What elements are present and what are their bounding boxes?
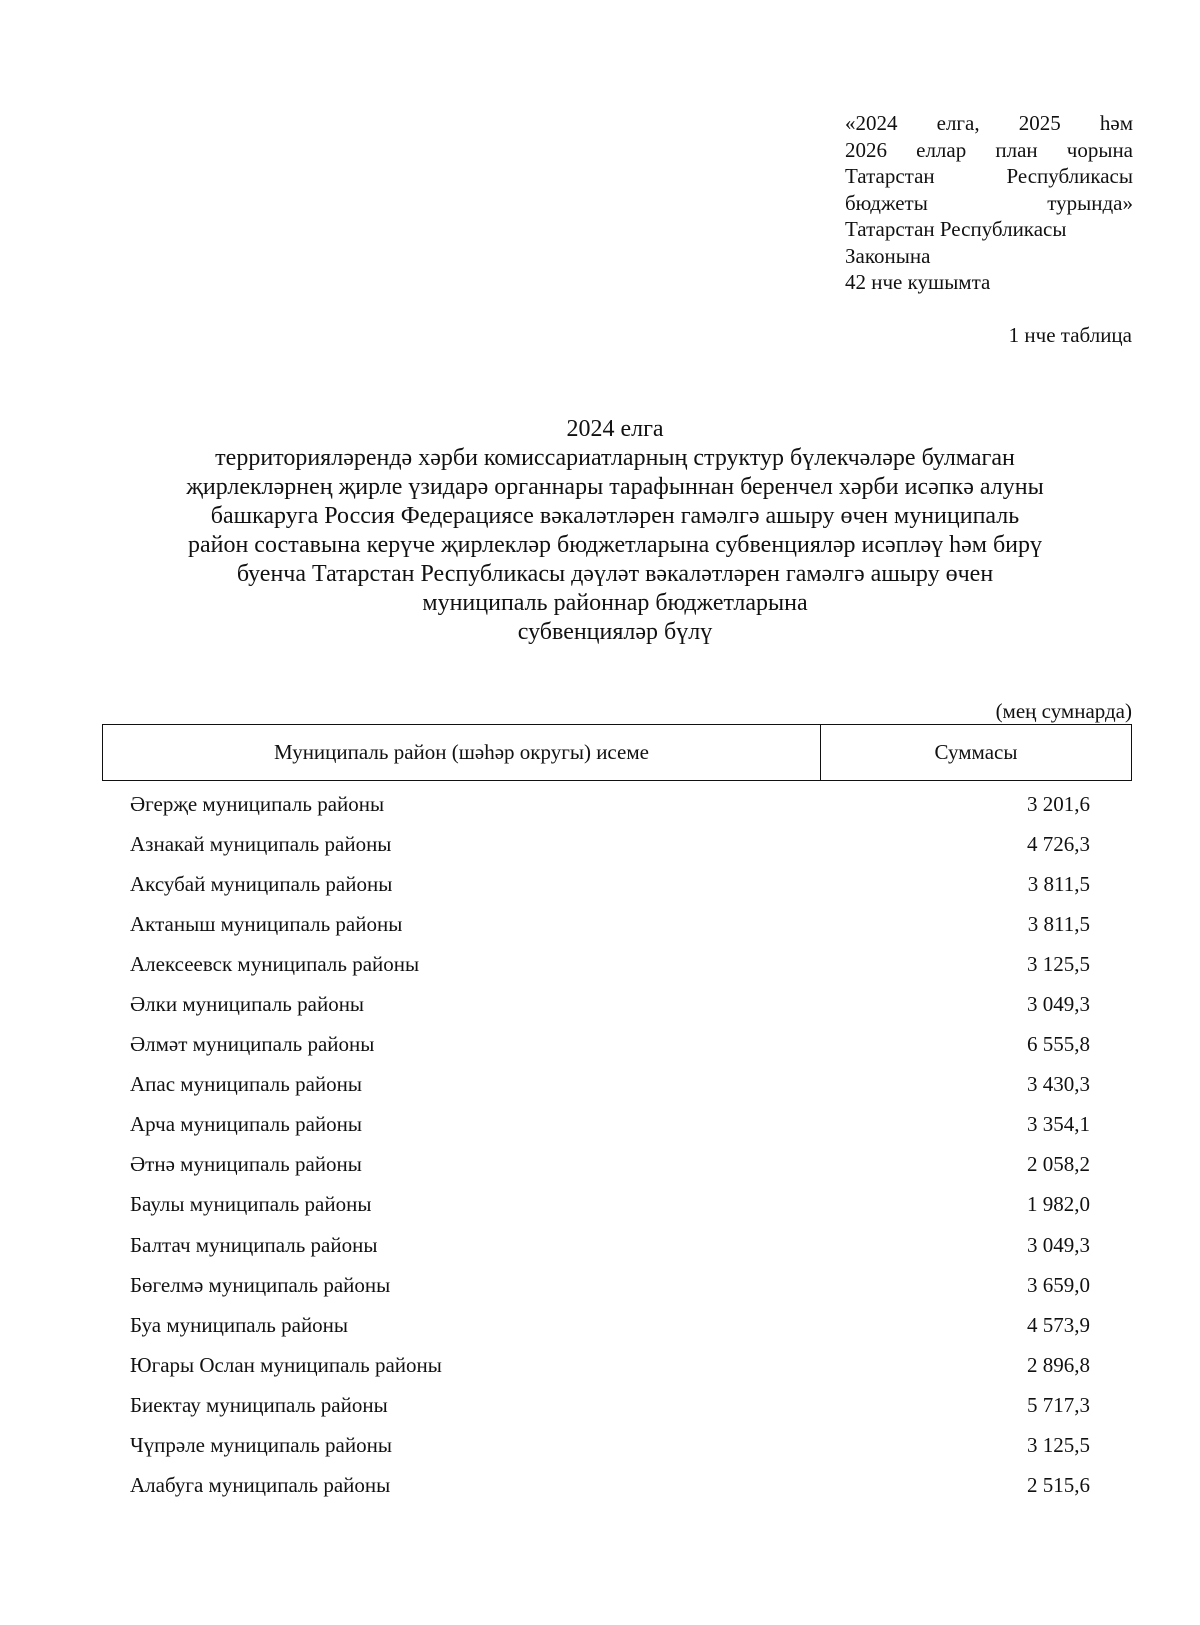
district-amount: 3 125,5 [1027, 951, 1090, 976]
district-amount: 2 515,6 [1027, 1473, 1090, 1498]
table-header [102, 724, 1132, 781]
table-row [130, 1305, 1090, 1345]
title-line-6: буенча Татарстан Республикасы дәүләт вәкаләтләрен гамәлгә ашыру өчен [236, 561, 994, 587]
title-line-5: район составына керүче җирлекләр бюджетларына субвенцияләр исәпләү һәм бирү [187, 532, 1043, 558]
district-amount: 1 982,0 [1027, 1192, 1090, 1217]
table-row [130, 1185, 1090, 1225]
district-name: Алексеевск муниципаль районы [130, 951, 420, 976]
district-name: Баулы муниципаль районы [130, 1192, 372, 1217]
district-name: Бөгелмә муниципаль районы [130, 1272, 391, 1297]
district-name: Әлки муниципаль районы [130, 992, 365, 1017]
district-amount: 3 125,5 [1027, 1433, 1090, 1458]
annex-line-4: бюджеты турында» [845, 190, 1133, 215]
district-amount: 3 811,5 [1027, 911, 1090, 936]
title-line-8: субвенцияләр бүлү [517, 619, 713, 645]
district-name: Азнакай муниципаль районы [130, 831, 392, 856]
table-row [130, 904, 1090, 944]
title-line-3: җирлекләрнең җирле үзидарә органнары тарафыннан беренчел хәрби исәпкә алуны [186, 474, 1044, 500]
table-number: 1 нче таблица [1008, 323, 1132, 347]
district-amount: 3 659,0 [1027, 1272, 1090, 1297]
table-row [130, 1426, 1090, 1466]
annex-line-6: Законына [845, 243, 931, 268]
title-line-7: муниципаль районнар бюджетларына [422, 590, 808, 616]
table-row [130, 1466, 1090, 1506]
title-line-4: башкаруга Россия Федерациясе вәкаләтләрен гамәлгә ашыру өчен муниципаль [210, 503, 1020, 529]
annex-line-3: Татарстан Республикасы [845, 164, 1133, 188]
annex-line-2: 2026 еллар план чорына [845, 137, 1133, 162]
table-row [130, 1065, 1090, 1105]
district-name: Әгерҗе муниципаль районы [130, 791, 385, 816]
district-amount: 3 201,6 [1027, 791, 1090, 816]
header-district-name: Муниципаль район (шәһәр округы) исеме [103, 725, 821, 780]
table-row [130, 944, 1090, 984]
district-name: Алабуга муниципаль районы [130, 1473, 391, 1498]
table-row [130, 1345, 1090, 1385]
annex-line-5: Татарстан Республикасы [845, 217, 1067, 241]
district-name: Арча муниципаль районы [130, 1112, 362, 1137]
title-line-1: 2024 елга [566, 416, 664, 442]
table-row [130, 1105, 1090, 1145]
district-amount: 3 049,3 [1027, 1232, 1090, 1257]
table-row [130, 1265, 1090, 1305]
table-body [130, 784, 1090, 1506]
district-amount: 6 555,8 [1027, 1032, 1090, 1057]
units-note: (мең сумнарда) [995, 699, 1132, 723]
document-title [100, 415, 1130, 647]
district-name: Балтач муниципаль районы [130, 1232, 378, 1257]
district-amount: 2 058,2 [1027, 1152, 1090, 1177]
district-name: Югары Ослан муниципаль районы [130, 1352, 442, 1377]
table-row [130, 1145, 1090, 1185]
table-row [130, 1225, 1090, 1265]
annex-line-1: «2024 елга, 2025 һәм [845, 111, 1133, 135]
district-amount: 4 726,3 [1027, 831, 1090, 856]
district-amount: 3 811,5 [1027, 871, 1090, 896]
district-amount: 2 896,8 [1027, 1352, 1090, 1377]
district-amount: 4 573,9 [1027, 1312, 1090, 1337]
table-row [130, 824, 1090, 864]
table-row [130, 864, 1090, 904]
title-line-2: территорияләрендә хәрби комиссариатларның структур бүлекчәләре булмаган [215, 445, 1015, 471]
table-row [130, 784, 1090, 824]
table-row [130, 1385, 1090, 1425]
table-row [130, 1025, 1090, 1065]
district-amount: 3 430,3 [1027, 1072, 1090, 1097]
district-name: Актаныш муниципаль районы [130, 911, 403, 936]
district-name: Чүпрәле муниципаль районы [130, 1433, 392, 1458]
district-amount: 3 049,3 [1027, 992, 1090, 1017]
district-amount: 3 354,1 [1027, 1112, 1090, 1137]
district-name: Әтнә муниципаль районы [130, 1152, 362, 1177]
district-amount: 5 717,3 [1027, 1392, 1090, 1417]
district-name: Биектау муниципаль районы [130, 1392, 388, 1417]
annex-reference [845, 110, 1133, 296]
annex-line-7: 42 нче кушымта [845, 270, 991, 294]
district-name: Буа муниципаль районы [130, 1312, 349, 1337]
district-name: Апас муниципаль районы [130, 1072, 362, 1097]
header-amount: Суммасы [934, 740, 1018, 764]
district-name: Аксубай муниципаль районы [130, 871, 393, 896]
table-row [130, 984, 1090, 1024]
district-name: Әлмәт муниципаль районы [130, 1032, 375, 1057]
